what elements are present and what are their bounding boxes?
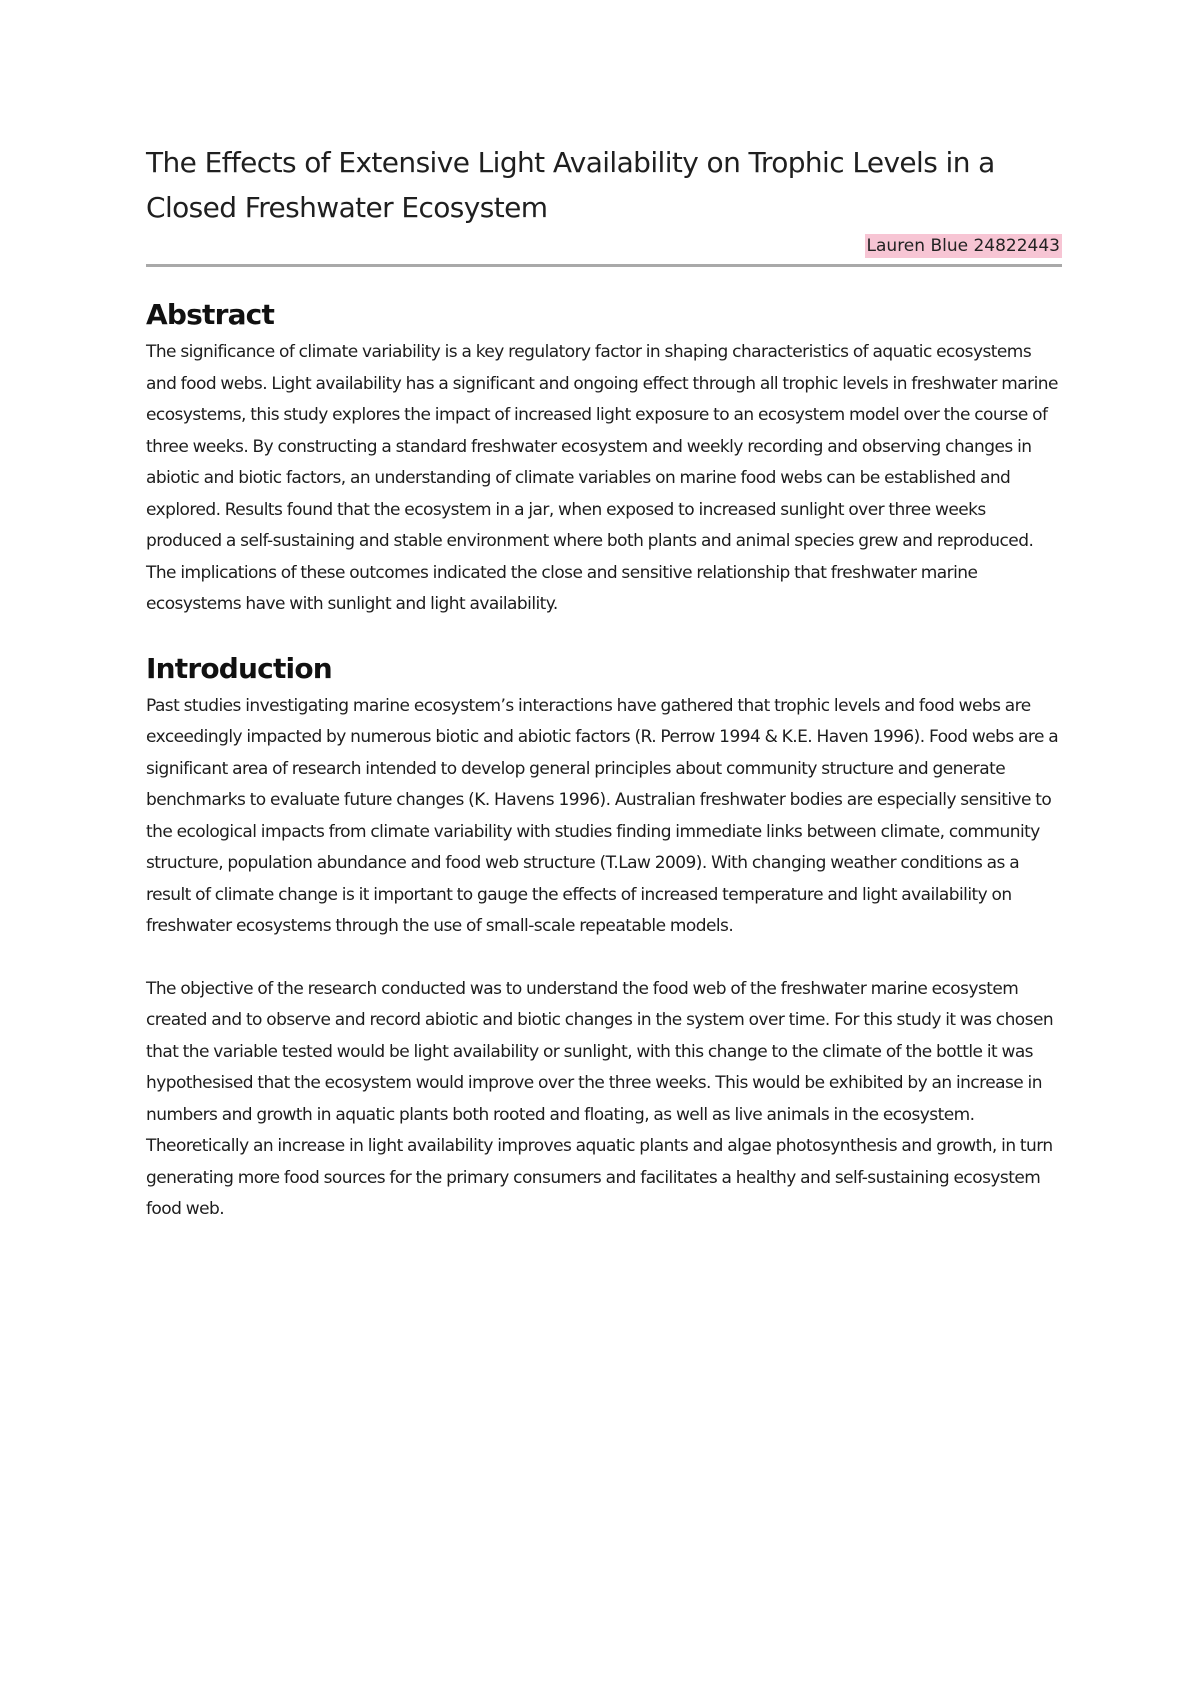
title-line-2: Closed Freshwater Ecosystem: [146, 191, 548, 224]
title-line-1: The Effects of Extensive Light Availability on Trophic Levels in a: [146, 146, 995, 179]
title-divider: [146, 264, 1062, 267]
introduction-heading: Introduction: [146, 651, 332, 685]
document-page: [146, 140, 1062, 1226]
introduction-paragraph-1: Past studies investigating marine ecosystem’s interactions have gathered that trophic levels and food webs are exceedingly impacted by numerous biotic and abiotic factors (R. Perrow 1994 & K.E. Haven 1996). Food webs are a significant area of research intended to develop general principles about community structure and generate benchmarks to evaluate future changes (K. Havens 1996). Australian freshwater bodies are especially sensitive to the ecological impacts from climate variability with studies finding immediate links between climate, community structure, population abundance and food web structure (T.Law 2009). With changing weather conditions as a result of climate change is it important to gauge the effects of increased temperature and light availability on freshwater ecosystems through the use of small-scale repeatable models.: [146, 695, 1059, 936]
introduction-paragraph-2: The objective of the research conducted was to understand the food web of the freshwater marine ecosystem created and to observe and record abiotic and biotic changes in the system over time. For this study it was chosen that the variable tested would be light availability or sunlight, with this change to the climate of the bottle it was hypothesised that the ecosystem would improve over the three weeks. This would be exhibited by an increase in numbers and growth in aquatic plants both rooted and floating, as well as live animals in the ecosystem. Theoretically an increase in light availability improves aquatic plants and algae photosynthesis and growth, in turn generating more food sources for the primary consumers and facilitates a healthy and self-sustaining ecosystem food web.: [146, 978, 1054, 1219]
document-title: [146, 140, 1062, 230]
author-name: Lauren Blue 24822443: [866, 236, 1060, 256]
author-row: [146, 234, 1062, 262]
abstract-paragraph: The significance of climate variability is a key regulatory factor in shaping characteristics of aquatic ecosystems and food webs. Light availability has a significant and ongoing effect through all trophic levels in freshwater marine ecosystems, this study explores the impact of increased light exposure to an ecosystem model over the course of three weeks. By constructing a standard freshwater ecosystem and weekly recording and observing changes in abiotic and biotic factors, an understanding of climate variables on marine food webs can be established and explored. Results found that the ecosystem in a jar, when exposed to increased sunlight over three weeks produced a self-sustaining and stable environment where both plants and animal species grew and reproduced. The implications of these outcomes indicated the close and sensitive relationship that freshwater marine ecosystems have with sunlight and light availability.: [146, 342, 1058, 614]
abstract-heading: Abstract: [146, 298, 275, 331]
